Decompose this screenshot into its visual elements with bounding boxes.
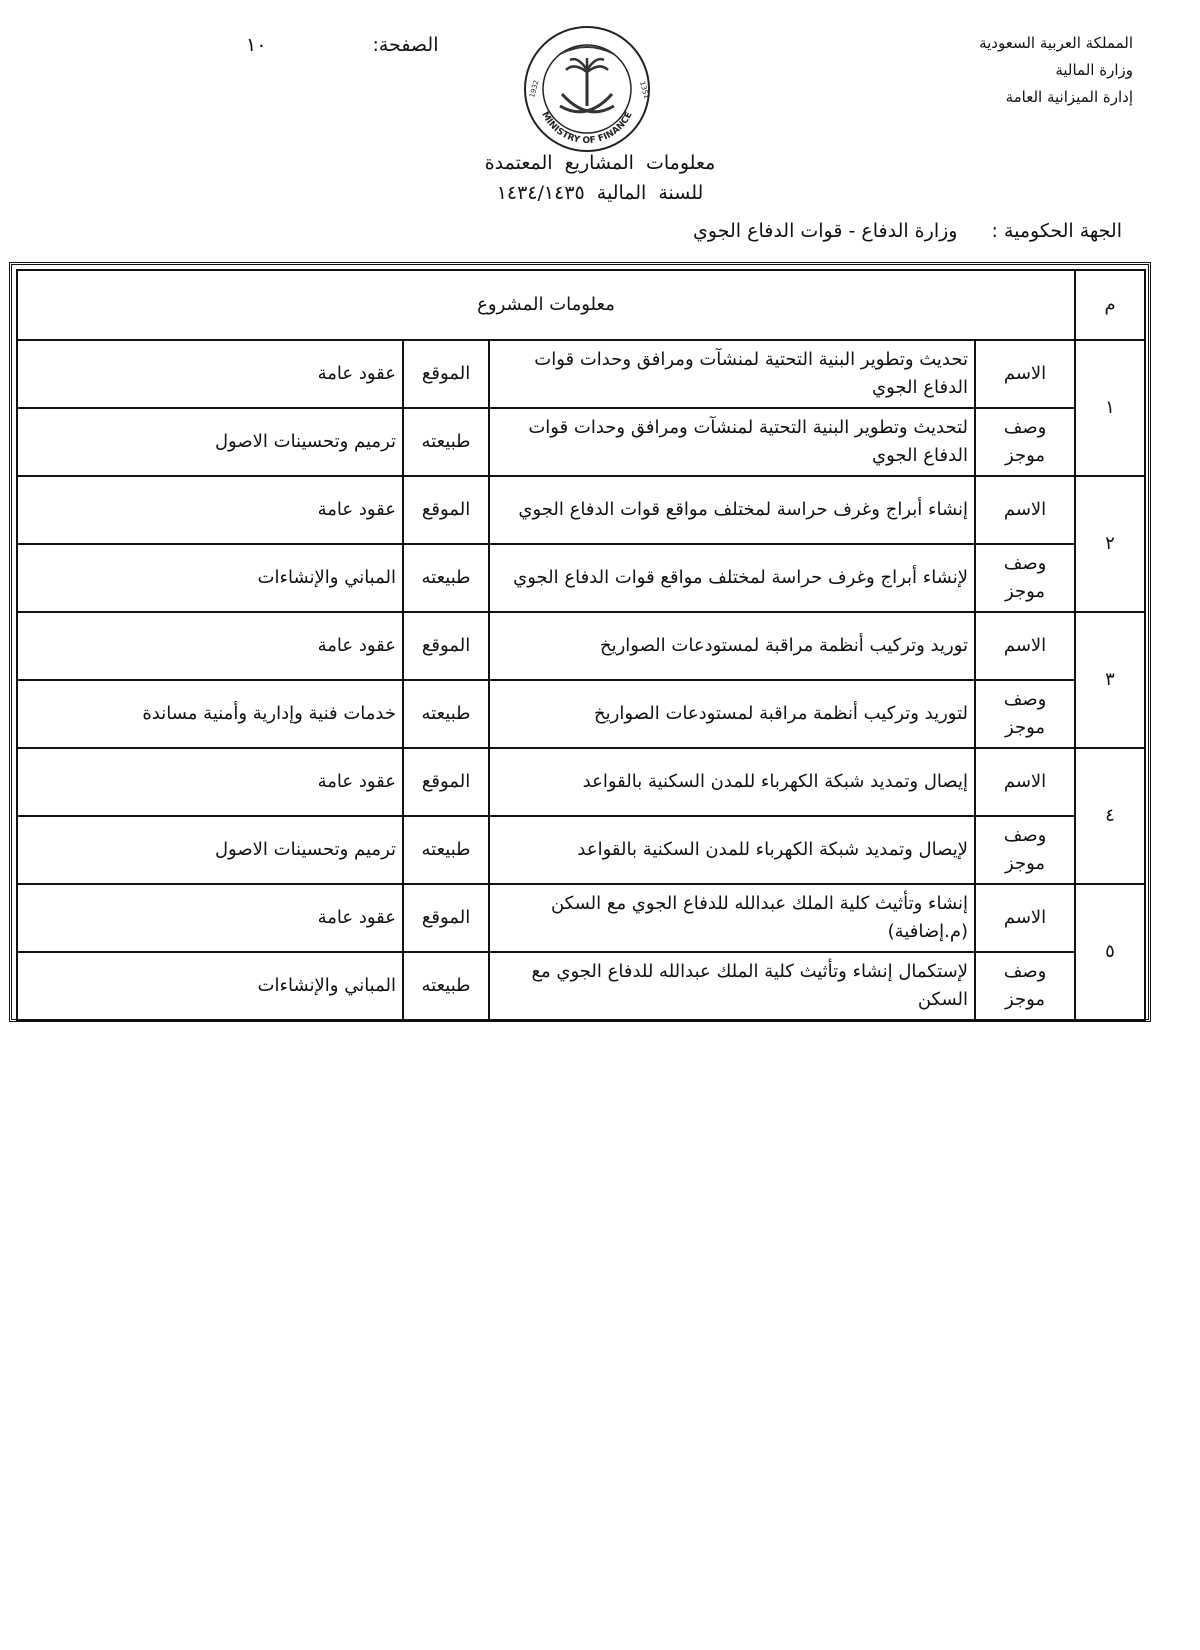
project-number: ٢ (1075, 476, 1145, 612)
project-nature: المباني والإنشاءات (17, 952, 403, 1020)
page-number: ١٠ (246, 34, 267, 56)
project-location: عقود عامة (17, 612, 403, 680)
ministry-of-finance-logo (522, 24, 652, 154)
project-name: توريد وتركيب أنظمة مراقبة لمستودعات الصواريخ (489, 612, 975, 680)
title-line-2: للسنة المالية ١٤٣٤/١٤٣٥ (496, 182, 704, 204)
page-label: الصفحة: (372, 34, 439, 56)
project-description: لإيصال وتمديد شبكة الكهرباء للمدن السكنية بالقواعد (489, 816, 975, 884)
project-location: عقود عامة (17, 884, 403, 952)
project-nature: ترميم وتحسينات الاصول (17, 408, 403, 476)
svg-text:1351: 1351 (638, 80, 651, 100)
table-header-row (17, 270, 1145, 340)
nature-label: طبيعته (403, 952, 489, 1020)
project-nature: ترميم وتحسينات الاصول (17, 816, 403, 884)
project-location: عقود عامة (17, 476, 403, 544)
location-label: الموقع (403, 884, 489, 952)
page-number-block (246, 34, 438, 56)
svg-text:1932: 1932 (528, 79, 541, 99)
ministry-header (979, 30, 1133, 111)
nature-label: طبيعته (403, 816, 489, 884)
header-line-kingdom: المملكة العربية السعودية (979, 34, 1133, 52)
table-row (17, 408, 1145, 476)
svg-text:MINISTRY OF FINANCE: MINISTRY OF FINANCE (539, 110, 635, 147)
column-header-project-info: معلومات المشروع (17, 270, 1075, 340)
table-row (17, 952, 1145, 1020)
project-nature: خدمات فنية وإدارية وأمنية مساندة (17, 680, 403, 748)
name-label: الاسم (975, 884, 1075, 952)
project-nature: المباني والإنشاءات (17, 544, 403, 612)
name-label: الاسم (975, 748, 1075, 816)
table-row (17, 884, 1145, 952)
project-number: ٣ (1075, 612, 1145, 748)
description-label: وصف موجز (975, 952, 1075, 1020)
table-row (17, 748, 1145, 816)
location-label: الموقع (403, 612, 489, 680)
location-label: الموقع (403, 476, 489, 544)
project-number: ١ (1075, 340, 1145, 476)
project-name: إنشاء أبراج وغرف حراسة لمختلف مواقع قوات الدفاع الجوي (489, 476, 975, 544)
project-location: عقود عامة (17, 340, 403, 408)
header-line-ministry: وزارة المالية (1055, 61, 1133, 79)
header-line-department: إدارة الميزانية العامة (1005, 88, 1133, 106)
table-row (17, 544, 1145, 612)
name-label: الاسم (975, 476, 1075, 544)
government-agency (693, 220, 1122, 242)
table-row (17, 476, 1145, 544)
project-description: لإستكمال إنشاء وتأثيث كلية الملك عبدالله للدفاع الجوي مع السكن (489, 952, 975, 1020)
agency-value: وزارة الدفاع - قوات الدفاع الجوي (693, 220, 958, 242)
location-label: الموقع (403, 340, 489, 408)
table-row (17, 612, 1145, 680)
description-label: وصف موجز (975, 680, 1075, 748)
project-location: عقود عامة (17, 748, 403, 816)
project-number: ٤ (1075, 748, 1145, 884)
projects-table (16, 269, 1146, 1021)
project-description: لإنشاء أبراج وغرف حراسة لمختلف مواقع قوات الدفاع الجوي (489, 544, 975, 612)
nature-label: طبيعته (403, 408, 489, 476)
description-label: وصف موجز (975, 816, 1075, 884)
description-label: وصف موجز (975, 544, 1075, 612)
name-label: الاسم (975, 340, 1075, 408)
nature-label: طبيعته (403, 544, 489, 612)
project-number: ٥ (1075, 884, 1145, 1020)
table-row (17, 680, 1145, 748)
table-row (17, 340, 1145, 408)
nature-label: طبيعته (403, 680, 489, 748)
title-line-1: معلومات المشاريع المعتمدة (484, 152, 716, 174)
projects-table-frame (9, 262, 1151, 1022)
project-description: لتوريد وتركيب أنظمة مراقبة لمستودعات الصواريخ (489, 680, 975, 748)
location-label: الموقع (403, 748, 489, 816)
project-name: إيصال وتمديد شبكة الكهرباء للمدن السكنية بالقواعد (489, 748, 975, 816)
project-name: تحديث وتطوير البنية التحتية لمنشآت ومرافق وحدات قوات الدفاع الجوي (489, 340, 975, 408)
description-label: وصف موجز (975, 408, 1075, 476)
document-title (0, 148, 1200, 208)
table-row (17, 816, 1145, 884)
column-header-number: م (1075, 270, 1145, 340)
name-label: الاسم (975, 612, 1075, 680)
project-description: لتحديث وتطوير البنية التحتية لمنشآت ومرافق وحدات قوات الدفاع الجوي (489, 408, 975, 476)
project-name: إنشاء وتأثيث كلية الملك عبدالله للدفاع الجوي مع السكن (م.إضافية) (489, 884, 975, 952)
agency-label: الجهة الحكومية : (991, 220, 1122, 242)
